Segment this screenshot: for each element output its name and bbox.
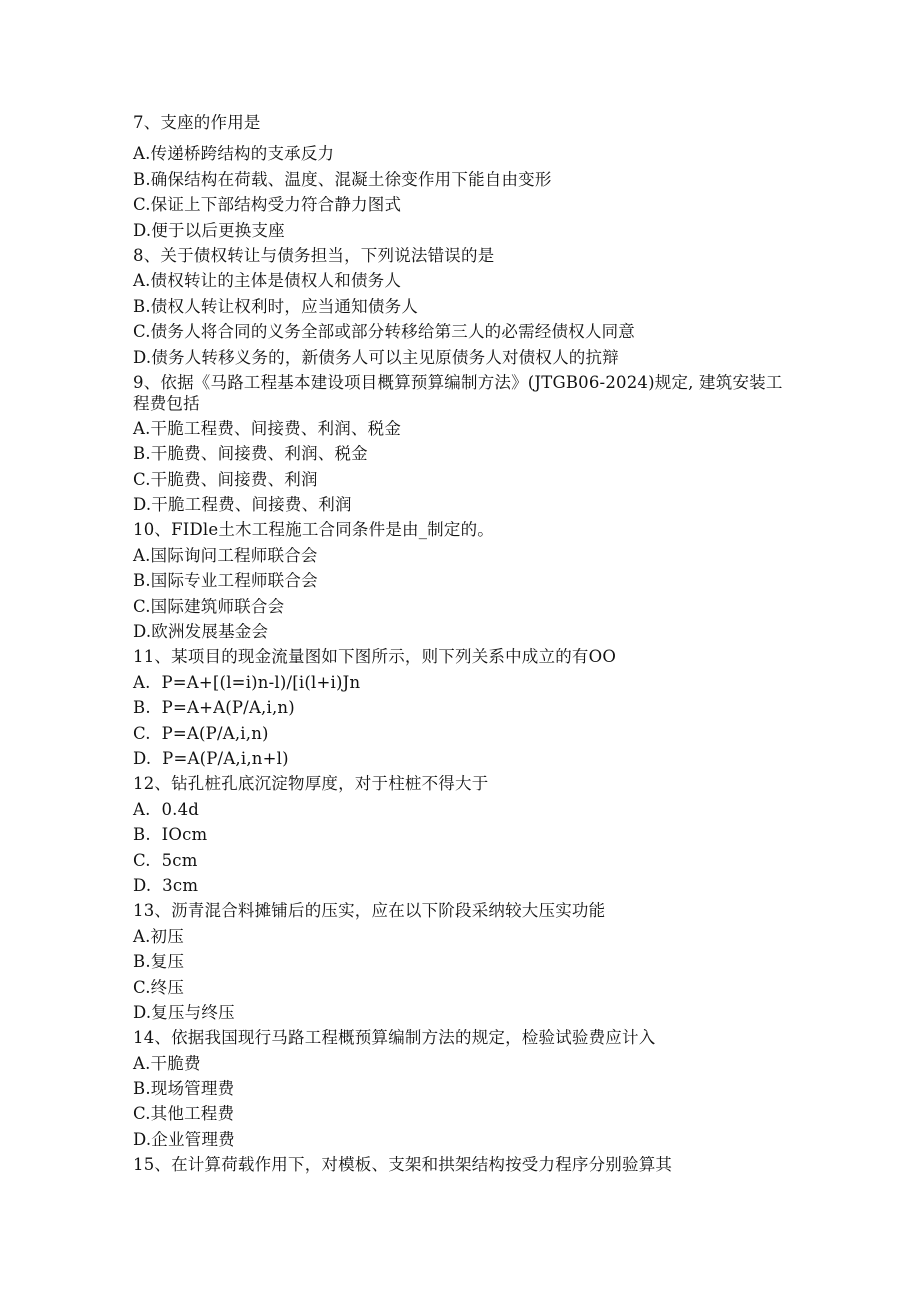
answer-option: D.干脆工程费、间接费、利润 (133, 495, 352, 515)
answer-option: A.初压 (133, 926, 184, 946)
question-stem: 9、依据《马路工程基本建设项目概算预算编制方法》(JTGB06-2024)规定, 建筑安装工程费包括 (133, 372, 783, 413)
answer-option: D.便于以后更换支座 (133, 220, 285, 240)
question-stem: 7、支座的作用是 (133, 113, 261, 132)
answer-option: B.干脆费、间接费、利润、税金 (133, 444, 368, 464)
answer-option: B. IOcm (133, 825, 208, 845)
answer-option: A. 0.4d (133, 799, 200, 819)
question-stem: 11、某项目的现金流量图如下图所示，则下列关系中成立的有OO (133, 647, 617, 667)
answer-option: A.债权转让的主体是债权人和债务人 (133, 271, 402, 291)
answer-option: C.其他工程费 (133, 1104, 235, 1124)
answer-option: D.债务人转移义务的，新债务人可以主见原债务人对债权人的抗辩 (133, 347, 619, 367)
answer-option: A. P=A+[(l=i)n-l)/[i(l+i)Jn (133, 672, 361, 692)
question-stem: 8、关于债权转让与债务担当，下列说法错误的是 (133, 245, 495, 265)
answer-option: C.债务人将合同的义务全部或部分转移给第三人的必需经债权人同意 (133, 322, 635, 342)
answer-option: A.干脆工程费、间接费、利润、税金 (133, 418, 402, 438)
answer-option: B.现场管理费 (133, 1079, 235, 1099)
answer-option: B.债权人转让权利时，应当通知债务人 (133, 296, 418, 316)
answer-option: B.国际专业工程师联合会 (133, 571, 318, 591)
answer-option: A.干脆费 (133, 1053, 201, 1073)
answer-option: D. P=A(P/A,i,n+l) (133, 748, 289, 768)
question-stem: 14、依据我国现行马路工程概预算编制方法的规定，检验试验费应计入 (133, 1028, 656, 1048)
question-stem: 13、沥青混合料摊铺后的压实，应在以下阶段采纳较大压实功能 (133, 901, 606, 921)
answer-option: B. P=A+A(P/A,i,n) (133, 698, 295, 718)
answer-option: A.国际询问工程师联合会 (133, 545, 318, 565)
answer-option: B.确保结构在荷载、温度、混凝土徐变作用下能自由变形 (133, 169, 552, 189)
answer-option: C.干脆费、间接费、利润 (133, 469, 318, 489)
answer-option: C.保证上下部结构受力符合静力图式 (133, 195, 402, 215)
question-list (133, 110, 793, 1178)
answer-option: A.传递桥跨结构的支承反力 (133, 144, 335, 164)
question-stem: 15、在计算荷载作用下，对模板、支架和拱架结构按受力程序分别验算其 (133, 1155, 673, 1175)
answer-option: B.复压 (133, 952, 185, 972)
answer-option: C. P=A(P/A,i,n) (133, 723, 269, 743)
answer-option: D.企业管理费 (133, 1129, 235, 1149)
answer-option: D.欧洲发展基金会 (133, 622, 269, 642)
answer-option: D. 3cm (133, 875, 199, 895)
answer-option: D.复压与终压 (133, 1002, 235, 1022)
answer-option: C. 5cm (133, 850, 198, 870)
question-stem: 10、FIDle土木工程施工合同条件是由_制定的。 (133, 520, 494, 540)
answer-option: C.终压 (133, 977, 185, 997)
question-stem: 12、钻孔桩孔底沉淀物厚度，对于柱桩不得大于 (133, 774, 489, 794)
answer-option: C.国际建筑师联合会 (133, 596, 285, 616)
